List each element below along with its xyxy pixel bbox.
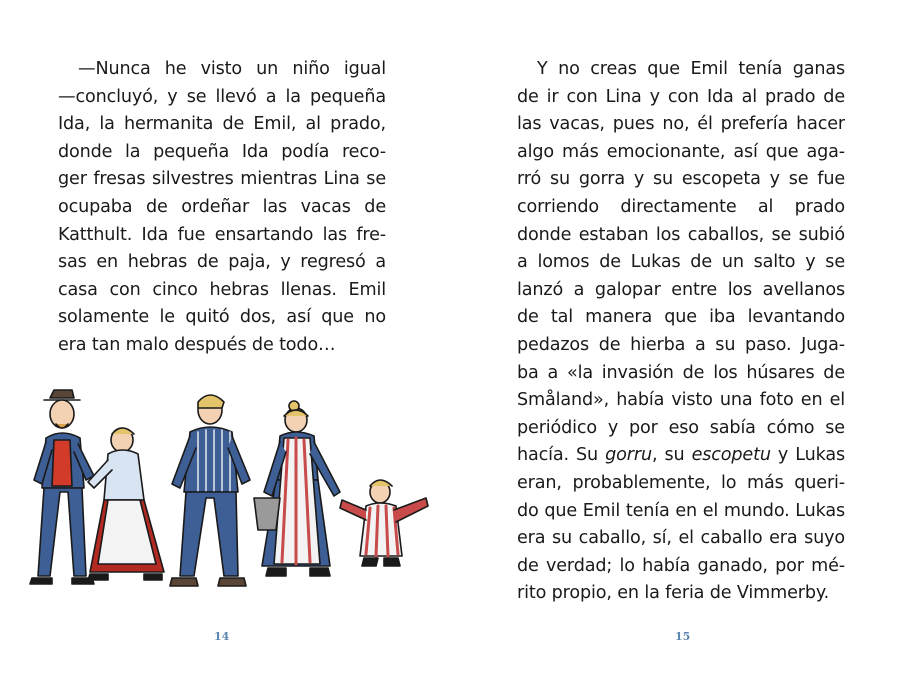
left-page-text xyxy=(58,56,386,360)
woman-in-apron-figure xyxy=(88,428,164,580)
family-illustration xyxy=(28,380,438,610)
text-line: era su caballo, sí, el caballo era suyo xyxy=(517,528,845,549)
text-line: lanzó a galopar entre los avellanos xyxy=(517,279,845,300)
text-line: ba a «la invasión de los húsares de xyxy=(517,362,845,383)
italic-word: gorru xyxy=(605,445,652,466)
text-line: eran, probablemente, lo más queri- xyxy=(517,472,845,493)
text-line: de ir con Lina y con Ida al prado de xyxy=(517,86,845,107)
text-segment: y Lukas xyxy=(770,445,845,466)
text-line: Y no creas que Emil tenía ganas xyxy=(537,59,845,79)
text-segment: , su xyxy=(651,445,692,466)
text-line: rito propio, en la feria de Vimmerby. xyxy=(517,583,830,604)
text-line: Ida, la hermanita de Emil, al prado, xyxy=(58,114,386,135)
man-with-hat-figure xyxy=(30,390,94,584)
text-line: pedazos de hierba a su paso. Juga- xyxy=(517,334,845,355)
right-page-text xyxy=(517,56,845,608)
text-line: las vacas, pues no, él prefería hacer xyxy=(517,114,845,135)
farmhand-figure xyxy=(170,395,250,586)
text-line: a lomos de Lukas de un salto y se xyxy=(517,252,845,273)
text-line: de verdad; lo había ganado, por mé- xyxy=(517,555,845,576)
page-number: 14 xyxy=(214,630,230,643)
text-line: casa con cinco hebras llenas. Emil xyxy=(58,279,386,300)
text-line: Småland», había visto una foto en el xyxy=(517,390,845,411)
text-line: —concluyó, y se llevó a la pequeña xyxy=(58,86,386,107)
text-line: donde la pequeña Ida podía reco- xyxy=(58,141,386,162)
text-line: sas en hebras de paja, y regresó a xyxy=(58,252,386,273)
text-line: ocupaba de ordeñar las vacas de xyxy=(58,196,386,217)
little-ida-figure xyxy=(340,480,428,566)
text-line: solamente le quitó dos, así que no xyxy=(58,307,386,328)
text-line: de tal manera que iba levantando xyxy=(517,307,845,328)
text-segment: hacía. Su xyxy=(517,445,606,466)
text-line: Katthult. Ida fue ensartando las fre- xyxy=(58,224,386,245)
text-line: —Nunca he visto un niño igual xyxy=(78,59,386,79)
text-line: ger fresas silvestres mientras Lina se xyxy=(58,169,386,190)
text-line: do que Emil tenía en el mundo. Lukas xyxy=(517,500,845,521)
text-line: rró su gorra y su escopeta y se fue xyxy=(517,169,845,190)
text-line: donde estaban los caballos, se subió xyxy=(517,224,845,245)
right-page xyxy=(450,0,900,680)
italic-word: escopetu xyxy=(691,445,771,466)
page-number: 15 xyxy=(675,630,691,643)
text-line: periódico y por eso sabía cómo se xyxy=(517,417,845,438)
lina-figure xyxy=(254,401,340,576)
text-line: algo más emocionante, así que aga- xyxy=(517,141,845,162)
text-line: corriendo directamente al prado xyxy=(517,196,845,217)
text-line-with-italics xyxy=(517,442,845,470)
text-line: era tan malo después de todo… xyxy=(58,334,336,355)
